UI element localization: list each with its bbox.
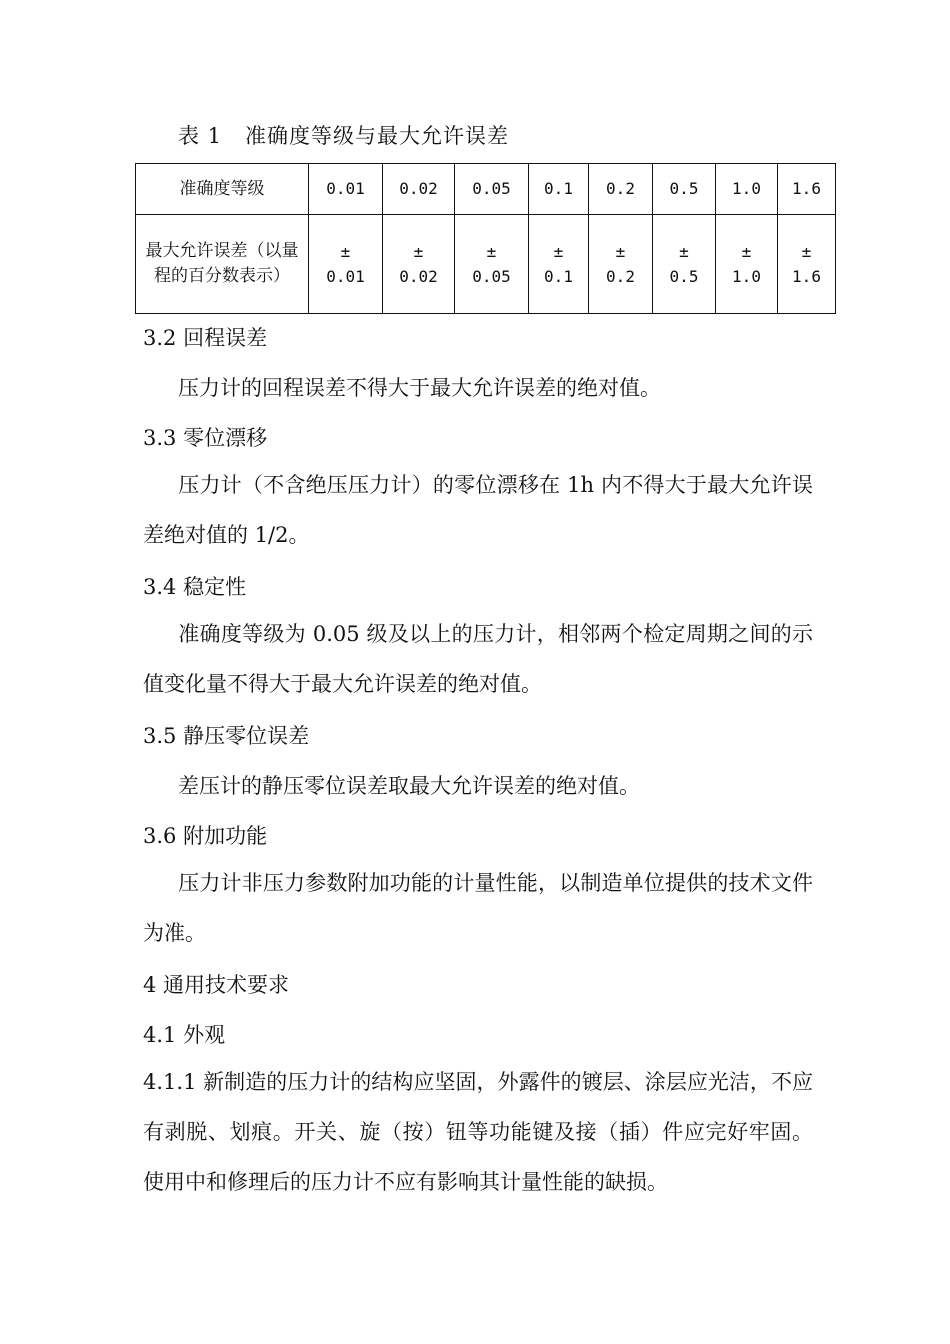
accuracy-level-value: 0.2 bbox=[606, 179, 635, 198]
max-error-value: 0.05 bbox=[472, 266, 511, 286]
section-4-1-1-paragraph bbox=[143, 1057, 813, 1207]
section-3-3-text: 压力计（不含绝压压力计）的零位漂移在 1h 内不得大于最大允许误差绝对值的 1/2。 bbox=[143, 473, 813, 547]
accuracy-level-value: 1.6 bbox=[792, 179, 821, 198]
max-error-value: 0.2 bbox=[606, 266, 635, 286]
accuracy-level-header: 准确度等级 bbox=[136, 164, 309, 215]
section-3-6-text: 压力计非压力参数附加功能的计量性能，以制造单位提供的技术文件为准。 bbox=[143, 871, 813, 945]
max-error-value: 1.0 bbox=[732, 266, 761, 286]
table-cell bbox=[529, 215, 589, 314]
table-caption: 表 1 准确度等级与最大允许误差 bbox=[178, 124, 510, 148]
table-cell bbox=[529, 164, 589, 215]
accuracy-level-value: 0.02 bbox=[399, 179, 438, 198]
plus-minus-symbol: ± bbox=[553, 241, 564, 261]
section-3-4-text: 准确度等级为 0.05 级及以上的压力计，相邻两个检定周期之间的示值变化量不得大于最大允许误差的绝对值。 bbox=[143, 622, 813, 696]
table-cell bbox=[455, 215, 529, 314]
section-3-2-text: 压力计的回程误差不得大于最大允许误差的绝对值。 bbox=[178, 376, 661, 400]
plus-minus-symbol: ± bbox=[413, 241, 424, 261]
section-3-2-heading: 3.2 回程误差 bbox=[143, 326, 268, 350]
section-3-5-text: 差压计的静压零位误差取最大允许误差的绝对值。 bbox=[178, 774, 640, 798]
plus-minus-symbol: ± bbox=[615, 241, 626, 261]
plus-minus-symbol: ± bbox=[340, 241, 351, 261]
section-3-4-paragraph bbox=[143, 609, 813, 709]
table-row bbox=[136, 164, 836, 215]
max-error-value: 0.1 bbox=[544, 266, 573, 286]
section-3-3-paragraph bbox=[143, 460, 813, 560]
section-3-6-heading: 3.6 附加功能 bbox=[143, 824, 268, 848]
accuracy-level-value: 0.01 bbox=[326, 179, 365, 198]
table-cell bbox=[383, 164, 455, 215]
plus-minus-symbol: ± bbox=[801, 241, 812, 261]
section-4-heading: 4 通用技术要求 bbox=[143, 973, 290, 997]
accuracy-level-value: 0.1 bbox=[544, 179, 573, 198]
table-cell bbox=[589, 215, 653, 314]
table-cell bbox=[778, 215, 836, 314]
max-error-value: 0.01 bbox=[326, 266, 365, 286]
section-3-6-paragraph bbox=[143, 858, 813, 958]
table-cell bbox=[778, 164, 836, 215]
table-cell bbox=[653, 164, 716, 215]
table-cell bbox=[589, 164, 653, 215]
max-error-value: 0.02 bbox=[399, 266, 438, 286]
accuracy-level-value: 1.0 bbox=[732, 179, 761, 198]
table-cell bbox=[716, 215, 778, 314]
table-cell bbox=[653, 215, 716, 314]
max-error-header: 最大允许误差（以量程的百分数表示） bbox=[136, 215, 309, 314]
max-error-value: 0.5 bbox=[669, 266, 699, 286]
plus-minus-symbol: ± bbox=[486, 241, 497, 261]
section-4-1-heading: 4.1 外观 bbox=[143, 1023, 226, 1047]
max-error-value: 1.6 bbox=[792, 266, 821, 286]
plus-minus-symbol: ± bbox=[679, 241, 689, 261]
section-4-1-1-text: 4.1.1 新制造的压力计的结构应坚固，外露件的镀层、涂层应光洁，不应有剥脱、划痕。开关、旋（按）钮等功能键及接（插）件应完好牢固。使用中和修理后的压力计不应有影响其计量性能的缺损。 bbox=[143, 1070, 813, 1194]
table-row bbox=[136, 215, 836, 314]
plus-minus-symbol: ± bbox=[741, 241, 752, 261]
accuracy-level-value: 0.5 bbox=[669, 179, 699, 198]
table-cell bbox=[383, 215, 455, 314]
section-3-4-heading: 3.4 稳定性 bbox=[143, 575, 247, 599]
table-cell bbox=[309, 164, 383, 215]
table-cell bbox=[455, 164, 529, 215]
accuracy-table bbox=[135, 163, 836, 314]
section-3-5-heading: 3.5 静压零位误差 bbox=[143, 724, 310, 748]
table-cell bbox=[309, 215, 383, 314]
table-cell bbox=[716, 164, 778, 215]
accuracy-level-value: 0.05 bbox=[472, 179, 511, 198]
section-3-3-heading: 3.3 零位漂移 bbox=[143, 426, 268, 450]
